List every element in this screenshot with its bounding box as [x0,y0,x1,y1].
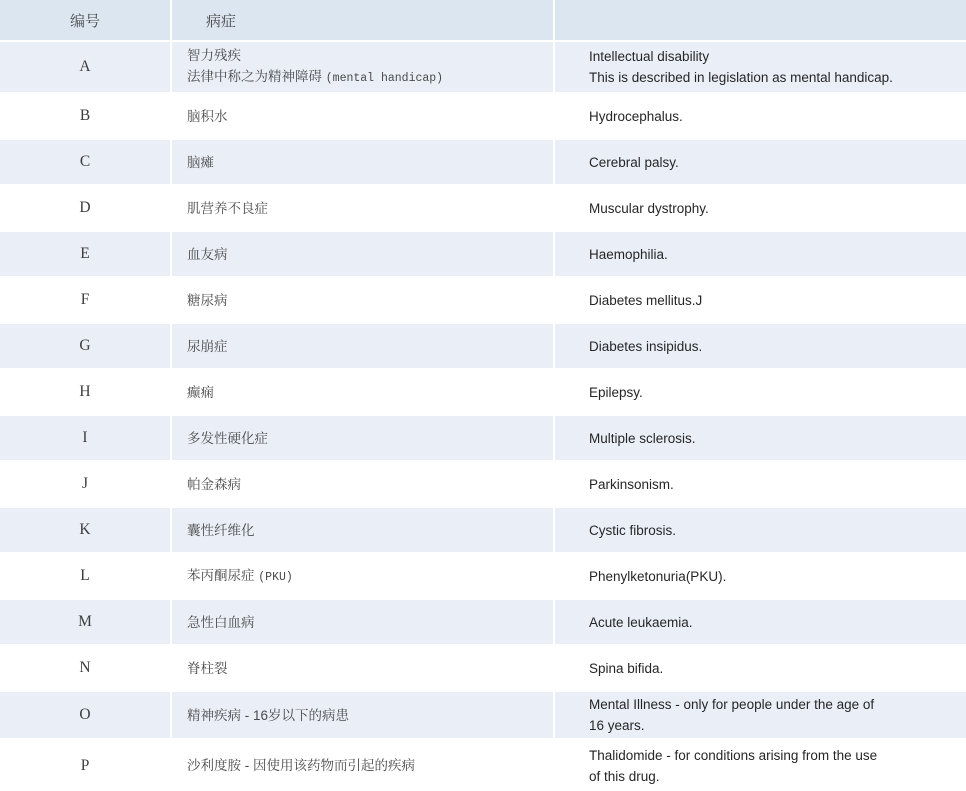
row-translation-cell [555,42,966,92]
row-code-cell: L [0,554,170,598]
disease-name-line [187,612,545,633]
disease-name-line [187,705,545,726]
disease-name-text: 苯丙酮尿症 [187,567,259,583]
row-translation-cell [555,186,966,230]
row-code-cell: I [0,416,170,460]
translation-line: Thalidomide - for conditions arising from the use [589,747,878,763]
row-disease-cell [172,740,553,791]
row-disease-cell [172,508,553,552]
row-translation-cell [555,232,966,276]
translation-line: Haemophilia. [589,246,668,262]
row-disease-cell [172,324,553,368]
disease-name-line [187,474,545,495]
translation-line: 16 years. [589,718,645,733]
row-disease-cell [172,692,553,738]
row-translation-cell [555,140,966,184]
disease-name-text: 糖尿病 [187,292,228,308]
row-disease-cell [172,462,553,506]
row-disease-cell [172,370,553,414]
row-code-cell: F [0,278,170,322]
disease-name-text: 多发性硬化症 [187,430,268,446]
row-code-cell: J [0,462,170,506]
row-disease-cell [172,94,553,138]
row-code-cell: C [0,140,170,184]
translation-line: This is described in legislation as mental handicap. [589,70,893,85]
row-code-cell: B [0,94,170,138]
disease-name-line [187,565,545,588]
translation-line: Diabetes mellitus.J [589,292,703,308]
row-translation-cell [555,370,966,414]
disease-name-latin-text: (PKU) [258,570,293,584]
translation-line: Spina bifida. [589,660,664,676]
row-disease-cell [172,140,553,184]
translation-line: Phenylketonuria(PKU). [589,568,727,584]
row-disease-cell [172,416,553,460]
disease-name-line [187,244,545,265]
translation-line: Epilepsy. [589,384,643,400]
disease-name-line [187,66,545,89]
translation-line: Acute leukaemia. [589,614,693,630]
disease-name-line [187,152,545,173]
translation-line: Parkinsonism. [589,476,674,492]
row-code-cell: E [0,232,170,276]
translation-line: Cystic fibrosis. [589,522,677,538]
translation-line: Mental Illness - only for people under the age of [589,697,875,712]
disease-name-text: 血友病 [187,246,228,262]
translation-line: Cerebral palsy. [589,154,679,170]
header-code: 编号 [0,0,170,40]
disease-name-text: 肌营养不良症 [187,200,268,216]
row-translation-cell [555,554,966,598]
disease-name-text: 尿崩症 [187,338,228,354]
row-code-cell: M [0,600,170,644]
row-translation-cell [555,416,966,460]
row-translation-cell [555,508,966,552]
translation-line: Hydrocephalus. [589,108,683,124]
disease-name-text: 法律中称之为精神障碍 [187,69,326,84]
disease-name-text: 脑瘫 [187,154,214,170]
row-translation-cell [555,692,966,738]
row-translation-cell [555,462,966,506]
disease-name-line [187,520,545,541]
translation-line: Diabetes insipidus. [589,338,703,354]
row-disease-cell [172,646,553,690]
disease-name-line [187,106,545,127]
translation-line: Multiple sclerosis. [589,430,696,446]
disease-name-text: 急性白血病 [187,614,255,630]
row-translation-cell [555,646,966,690]
disease-name-text: 帕金森病 [187,476,241,492]
row-code-cell: H [0,370,170,414]
disease-name-text: 脑积水 [187,108,228,124]
translation-line: Muscular dystrophy. [589,200,709,216]
row-translation-cell [555,278,966,322]
disease-name-line [187,382,545,403]
disease-name-line [187,755,545,776]
disease-name-line [187,45,545,66]
row-translation-cell [555,600,966,644]
row-code-cell: G [0,324,170,368]
row-code-cell: D [0,186,170,230]
translation-line: of this drug. [589,768,660,784]
row-disease-cell [172,186,553,230]
row-code-cell: K [0,508,170,552]
translation-line: Intellectual disability [589,49,710,64]
disease-name-text: 智力残疾 [187,48,241,63]
disease-name-line [187,428,545,449]
disease-name-text: 沙利度胺 - 因使用该药物而引起的疾病 [187,758,415,773]
row-code-cell: O [0,692,170,738]
row-disease-cell [172,600,553,644]
header-disease: 病症 [172,0,553,40]
disease-name-line [187,198,545,219]
row-code-cell: N [0,646,170,690]
row-disease-cell [172,42,553,92]
disease-name-text: 囊性纤维化 [187,522,255,538]
row-disease-cell [172,554,553,598]
row-translation-cell [555,740,966,791]
header-translation-empty [555,0,966,40]
row-code-cell: A [0,42,170,92]
disease-name-text: 癫痫 [187,384,214,400]
disease-name-text: 精神疾病 - 16岁以下的病患 [187,707,350,723]
row-translation-cell [555,324,966,368]
disease-name-latin-text: (mental handicap) [325,72,444,85]
disease-name-line [187,336,545,357]
disease-name-text: 脊柱裂 [187,660,228,676]
row-code-cell: P [0,740,170,791]
disease-name-line [187,290,545,311]
row-disease-cell [172,232,553,276]
row-disease-cell [172,278,553,322]
disease-name-line [187,658,545,679]
row-translation-cell [555,94,966,138]
